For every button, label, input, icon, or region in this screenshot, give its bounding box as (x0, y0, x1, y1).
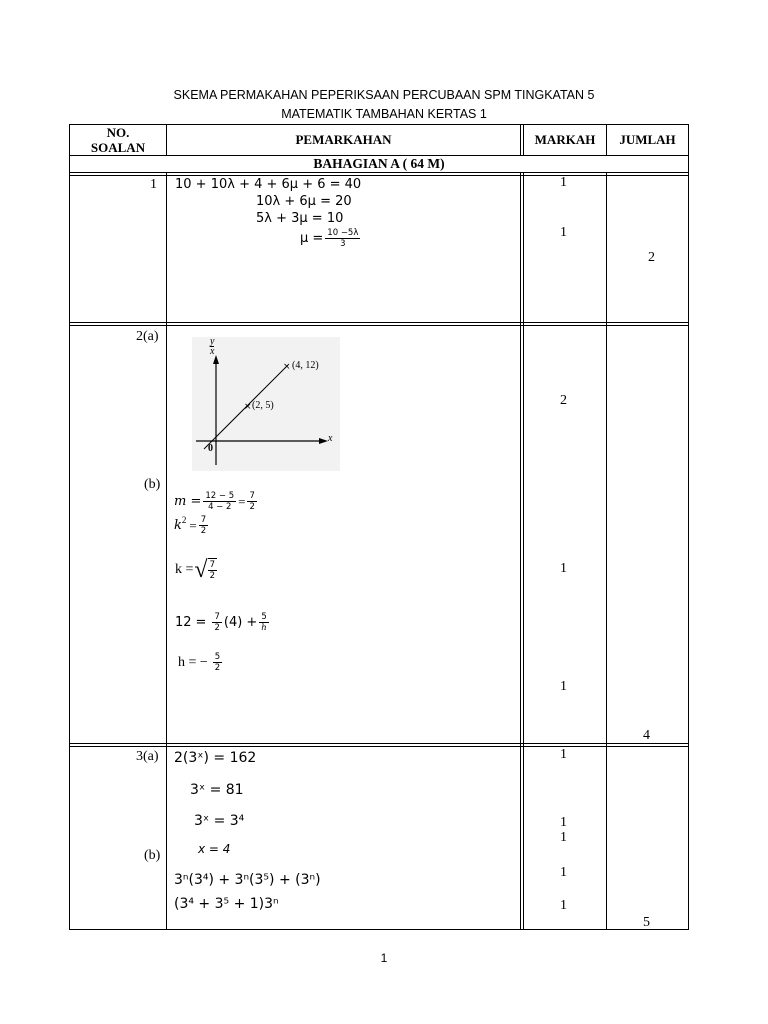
q2-k-root-numerator: 7 (209, 560, 215, 570)
q3-mark-4: 1 (560, 865, 567, 880)
square-root-symbol: √ (194, 556, 208, 583)
q2-total: 4 (643, 728, 650, 743)
q2-gradient-equals: = (238, 493, 246, 509)
q2-k-squared-denominator: 2 (200, 526, 207, 536)
q3-mark-2: 1 (560, 815, 567, 830)
q2-substitution-numerator-2: 5 (261, 612, 267, 622)
q2-mark-2: 1 (560, 561, 567, 576)
q3-b-step-2: (3⁴ + 3⁵ + 1)3ⁿ (174, 896, 279, 912)
q2-substitution-lhs: 12 (175, 615, 192, 630)
q2-substitution-denominator: 2 (214, 623, 220, 633)
q2-k-symbol: k (174, 518, 182, 533)
q2-gradient-numerator: 12 − 5 (205, 491, 235, 501)
q2-mark-3: 1 (560, 679, 567, 694)
q3-mark-1: 1 (560, 747, 567, 762)
q2-substitution-step (175, 612, 271, 633)
q2-substitution-numerator: 7 (214, 612, 220, 622)
q2-gradient-result-numerator: 7 (249, 491, 255, 501)
question-number-3a: 3(a) (136, 749, 159, 764)
svg-text:×: × (283, 362, 291, 372)
question-number-1: 1 (150, 177, 157, 192)
q2-k-root-step (175, 558, 219, 581)
q2-substitution-equals: = (195, 615, 207, 630)
question-number-2a: 2(a) (136, 329, 159, 344)
q1-step-2: 10λ + 6μ = 20 (256, 194, 352, 209)
q3-step-3: 3ˣ = 3⁴ (194, 813, 245, 829)
question-number-3b: (b) (144, 848, 161, 863)
q3-b-step-1: 3ⁿ(3⁴) + 3ⁿ(3⁵) + (3ⁿ) (174, 872, 321, 888)
q3-step-4: x = 4 (198, 842, 231, 856)
page-number: 1 (380, 951, 388, 965)
q2-k-root-lhs: k = (175, 561, 194, 577)
q1-step-1: 10 + 10λ + 4 + 6μ + 6 = 40 (175, 177, 362, 192)
q3-step-1: 2(3ˣ) = 162 (174, 750, 257, 766)
q2-mark-1: 2 (560, 393, 567, 408)
graph-y-axis-label (210, 337, 214, 356)
q2-h-lhs: h = − (178, 654, 208, 670)
column-header-pemarkahan: PEMARKAHAN (295, 132, 392, 147)
column-header-no (70, 125, 166, 155)
section-heading: BAHAGIAN A ( 64 M) (313, 156, 445, 171)
column-header-no-line2: SOALAN (90, 140, 146, 155)
q1-fraction-numerator: 10 −5λ (327, 228, 359, 238)
q1-step-4 (300, 228, 362, 249)
column-header-no-line1: NO. (106, 125, 130, 140)
q2-gradient-step (174, 491, 259, 512)
q1-total: 2 (648, 250, 655, 265)
graph-x-axis-label: x (328, 433, 333, 444)
graph-y-label-numerator: y (210, 336, 215, 347)
q1-step-3: 5λ + 3μ = 10 (256, 211, 344, 226)
q2-substitution-denominator-2: h (261, 623, 267, 633)
q2-substitution-middle: (4) + (223, 615, 258, 630)
q2-k-root-denominator: 2 (209, 571, 215, 581)
q3-total: 5 (643, 915, 650, 930)
question-number-2b: (b) (144, 477, 161, 492)
q2-gradient-denominator: 4 − 2 (208, 502, 232, 512)
column-header-jumlah: JUMLAH (619, 132, 676, 147)
q2-k-squared-step (174, 515, 210, 536)
q2-k-squared-numerator: 7 (200, 515, 207, 525)
q3-step-2: 3ˣ = 81 (190, 782, 244, 798)
linear-graph (192, 337, 340, 471)
q1-step-4-lhs: μ = (300, 231, 324, 246)
column-header-markah: MARKAH (534, 132, 596, 147)
graph-origin-label: 0 (208, 443, 213, 454)
graph-point-2-5: (2, 5) (252, 400, 274, 411)
document-title: SKEMA PERMAKAHAN PEPERIKSAAN PERCUBAAN SPM TINGKATAN 5 (173, 88, 595, 102)
q2-h-result-step (178, 652, 224, 673)
q3-mark-5: 1 (560, 898, 567, 913)
document-subtitle: MATEMATIK TAMBAHAN KERTAS 1 (281, 107, 487, 121)
q1-mark-1: 1 (560, 175, 567, 190)
svg-text:×: × (244, 402, 252, 412)
q2-gradient-result-denominator: 2 (249, 502, 255, 512)
q2-h-numerator: 5 (214, 652, 221, 662)
q3-mark-3: 1 (560, 830, 567, 845)
q2-k-squared-equals: = (189, 517, 197, 533)
q1-fraction-denominator: 3 (340, 239, 346, 249)
q2-k-exponent: 2 (181, 515, 187, 525)
graph-y-label-denominator: x (210, 346, 215, 357)
q2-h-denominator: 2 (214, 663, 221, 673)
q1-mark-2: 1 (560, 225, 567, 240)
q2-gradient-lhs: m = (174, 494, 202, 509)
graph-point-4-12: (4, 12) (292, 360, 319, 371)
